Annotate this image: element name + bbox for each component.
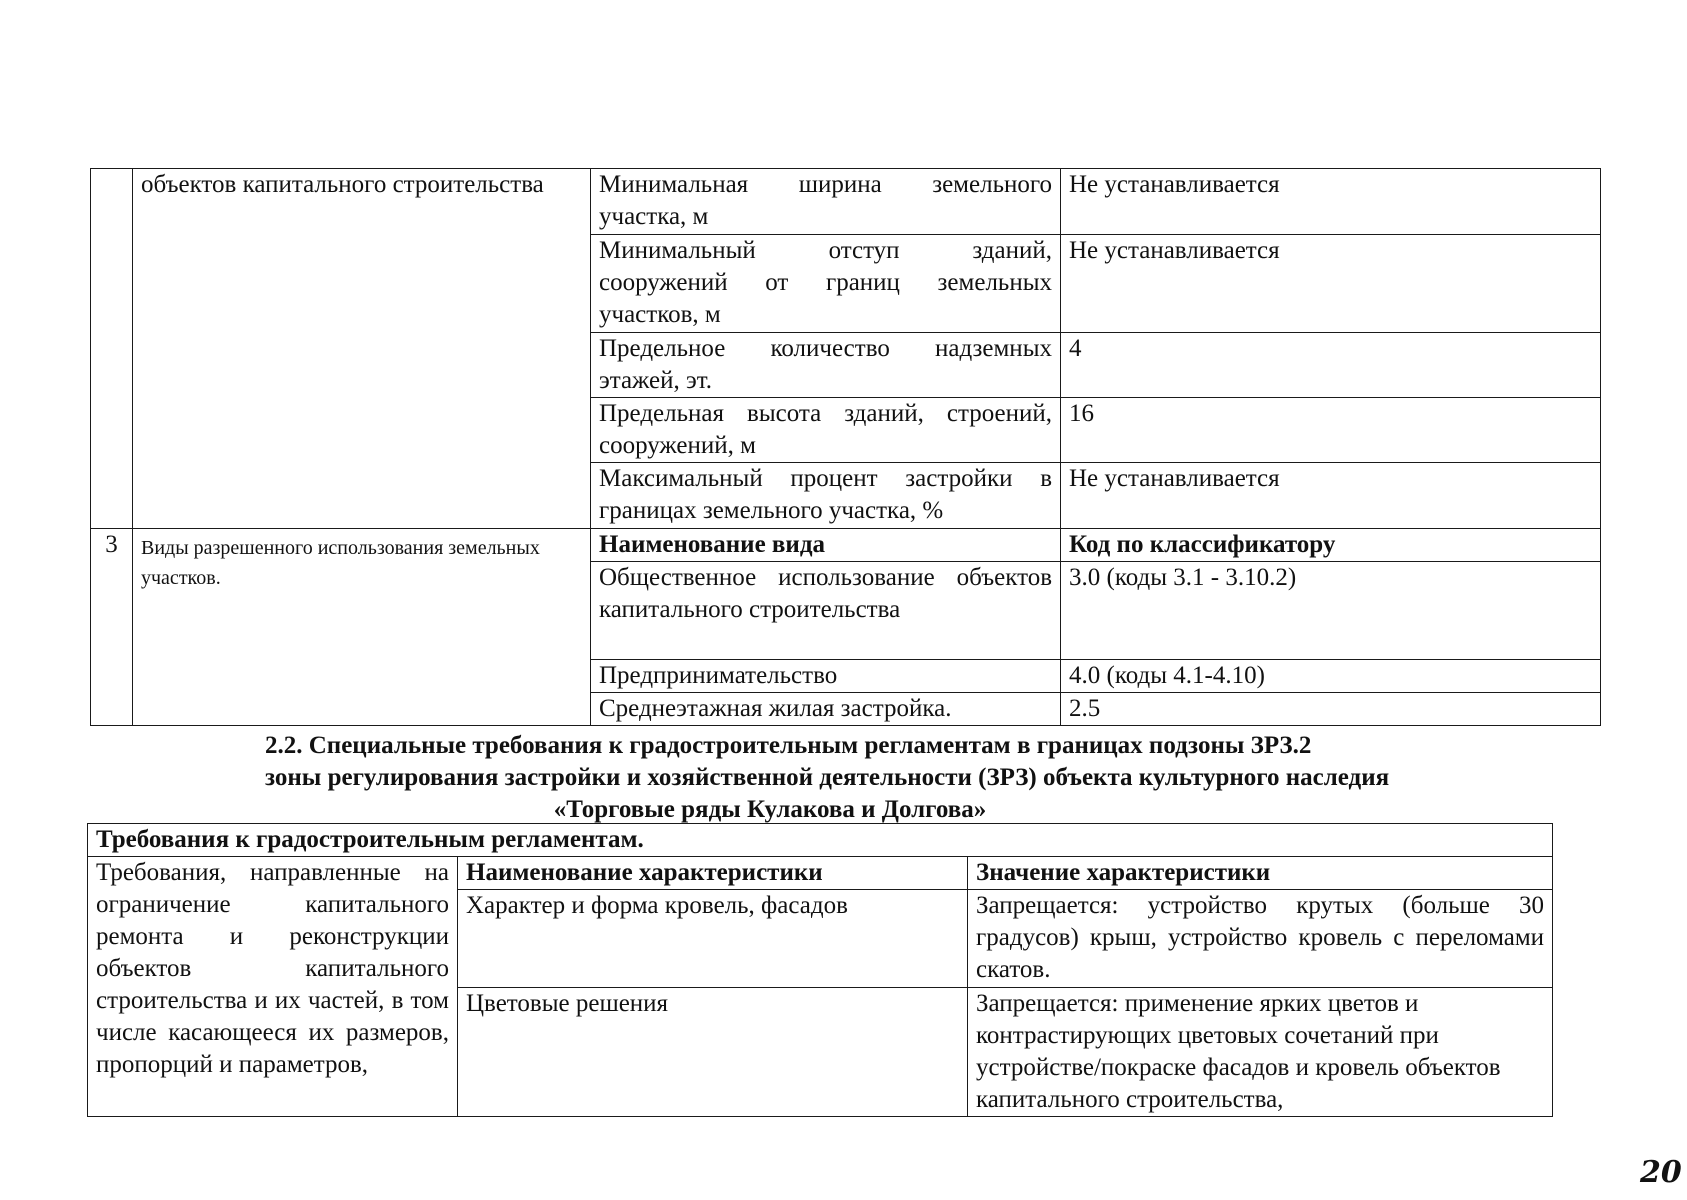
table-row — [88, 857, 1553, 890]
use-type-code: 4.0 (коды 4.1-4.10) — [1061, 660, 1601, 693]
requirements-table — [87, 823, 1553, 1117]
column-header-value: Значение характеристики — [968, 857, 1553, 890]
row-description-cell: Виды разрешенного использования земельных участков. — [133, 529, 591, 726]
characteristic-name: Цветовые решения — [458, 988, 968, 1117]
parameter-name: Минимальная ширина земельного участка, м — [591, 169, 1061, 235]
parameter-name: Предельное количество надземных этажей, эт. — [591, 333, 1061, 398]
characteristic-value: Запрещается: применение ярких цветов и контрастирующих цветовых сочетаний при устройстве/покраске фасадов и кровель объектов капитального строительства, — [968, 988, 1553, 1117]
characteristic-value: Запрещается: устройство крутых (больше 30 градусов) крыш, устройство кровель с переломами скатов. — [968, 890, 1553, 988]
parameter-value: Не устанавливается — [1061, 463, 1601, 529]
regulations-table — [90, 168, 1601, 726]
column-header-name: Наименование характеристики — [458, 857, 968, 890]
row-number-cell: 3 — [91, 529, 133, 726]
parameter-value: Не устанавливается — [1061, 169, 1601, 235]
section-heading — [265, 730, 1585, 826]
parameter-value: Не устанавливается — [1061, 235, 1601, 333]
parameter-name: Предельная высота зданий, строений, сооружений, м — [591, 398, 1061, 463]
table-row — [91, 169, 1601, 235]
column-header-code: Код по классификатору — [1061, 529, 1601, 562]
use-type-name: Среднеэтажная жилая застройка. — [591, 693, 1061, 726]
parameter-value: 16 — [1061, 398, 1601, 463]
parameter-value: 4 — [1061, 333, 1601, 398]
section-heading-line: «Торговые ряды Кулакова и Долгова» — [553, 796, 987, 823]
characteristic-name: Характер и форма кровель, фасадов — [458, 890, 968, 988]
row-description-cell: объектов капитального строительства — [133, 169, 591, 529]
use-type-name: Предпринимательство — [591, 660, 1061, 693]
row-number-cell — [91, 169, 133, 529]
use-type-code: 3.0 (коды 3.1 - 3.10.2) — [1061, 562, 1601, 660]
page-number: 20 — [1640, 1155, 1682, 1190]
table-row — [91, 529, 1601, 562]
parameter-name: Максимальный процент застройки в границах земельного участка, % — [591, 463, 1061, 529]
section-heading-line: 2.2. Специальные требования к градостроительным регламентам в границах подзоны ЗРЗ.2 — [265, 732, 1312, 759]
requirements-description: Требования, направленные на ограничение капитального ремонта и реконструкции объектов капитального строительства и их частей, в том числе касающееся их размеров, пропорций и параметров, — [88, 857, 458, 1117]
table-title: Требования к градостроительным регламентам. — [88, 824, 1553, 857]
use-type-name: Общественное использование объектов капитального строительства — [591, 562, 1061, 660]
column-header-name: Наименование вида — [591, 529, 1061, 562]
section-heading-line: зоны регулирования застройки и хозяйственной деятельности (ЗРЗ) объекта культурного наследия — [265, 764, 1390, 791]
table-row — [88, 824, 1553, 857]
use-type-code: 2.5 — [1061, 693, 1601, 726]
parameter-name: Минимальный отступ зданий, сооружений от границ земельных участков, м — [591, 235, 1061, 333]
